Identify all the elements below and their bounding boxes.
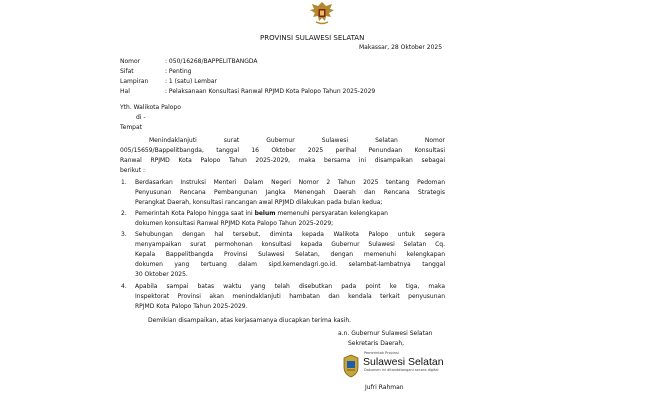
recipient-line1: Yth. Walikota Palopo: [120, 104, 181, 111]
lampiran-value: : 1 (satu) Lembar: [165, 78, 217, 85]
item-line: dokumen konsultasi Ranwal RPJMD Kota Palopo Tahun 2025-2029;: [135, 220, 334, 227]
item-line: Inspektorat Provinsi akan menindaklanjuti hambatan dan kendala terkait penyusunan: [135, 293, 445, 300]
item-number: 1.: [121, 179, 127, 186]
sifat-value: : Penting: [165, 68, 192, 75]
intro-line: Menindaklanjuti surat Gubernur Sulawesi Selatan Nomor: [149, 137, 445, 144]
logo-tagline: Dokumen ini ditandatangani secara digital: [364, 368, 439, 372]
intro-line: Ranwal RPJMD Kota Palopo Tahun 2025-2029, maka bersama ini disampaikan sebagai: [120, 157, 445, 164]
logo-small-text: Pemerintah Provinsi: [364, 351, 399, 355]
item-line: dokumen yang tertuang dalam sipd.kemendagri.go.id. selambat-lambatnya tanggal: [135, 261, 445, 268]
hal-label: Hal: [120, 88, 130, 95]
intro-line: 005/15659/Bappelitbangda, tanggal 16 Oktober 2025 perihal Penundaan Konsultasi: [120, 147, 445, 154]
hal-value: : Pelaksanaan Konsultasi Ranwal RPJMD Kota Palopo Tahun 2025-2029: [165, 88, 376, 95]
garuda-emblem-icon: [308, 0, 336, 26]
seal-icon: [342, 354, 360, 378]
intro-line: berikut :: [120, 167, 146, 174]
recipient-line2: di -: [136, 114, 146, 121]
logo-big-text: Sulawesi Selatan: [363, 356, 444, 368]
place-date: Makassar, 28 Oktober 2025: [359, 44, 443, 51]
signature-line1: a.n. Gubernur Sulawesi Selatan: [338, 330, 433, 337]
item-line: Sehubungan dengan hal tersebut, diminta kepada Walikota Palopo untuk segera: [135, 231, 445, 238]
item-line: Penyusunan Rencana Pembangunan Jangka Menengah Daerah dan Rencana Strategis: [135, 189, 445, 196]
nomor-label: Nomor: [120, 58, 141, 65]
sifat-label: Sifat: [120, 68, 134, 75]
item-line: Berdasarkan Instruksi Menteri Dalam Negeri Nomor 2 Tahun 2025 tentang Pedoman: [135, 179, 445, 186]
signature-line2: Sekretaris Daerah,: [348, 340, 405, 347]
lampiran-label: Lampiran: [120, 78, 149, 85]
signatory-name: Jufri Rahman: [365, 384, 404, 391]
item-line: Apabila sampai batas waktu yang telah disebutkan pada point ke tiga, maka: [135, 283, 445, 290]
item-line: Perangkat Daerah, konsultasi rancangan awal RPJMD dilakukan pada bulan kedua;: [135, 199, 383, 206]
closing-text: Demikian disampaikan, atas kerjasamanya diucapkan terima kasih.: [148, 317, 352, 324]
item-number: 3.: [121, 231, 127, 238]
item-line: menyampaikan surat permohonan konsultasi kepada Gubernur Sulawesi Selatan Cq.: [135, 241, 445, 248]
recipient-line3: Tempat: [120, 124, 143, 131]
nomor-value: : 050/16268/BAPPELITBANGDA: [165, 58, 258, 65]
item-number: 2.: [121, 210, 127, 217]
item-line: RPJMD Kota Palopo Tahun 2025-2029.: [135, 303, 248, 310]
item-line: Kepala Bappelitbangda Provinsi Sulawesi Selatan, dengan memenuhi kelengkapan: [135, 251, 445, 258]
item-line: 30 Oktober 2025.: [135, 271, 188, 278]
item-line: Pemerintah Kota Palopo hingga saat ini belum memenuhi persyaratan kelengkapan: [135, 210, 388, 217]
emphasis-belum: belum: [254, 210, 276, 217]
province-title: PROVINSI SULAWESI SELATAN: [260, 34, 365, 42]
item-number: 4.: [121, 283, 127, 290]
digital-signature-stamp: [342, 352, 454, 382]
